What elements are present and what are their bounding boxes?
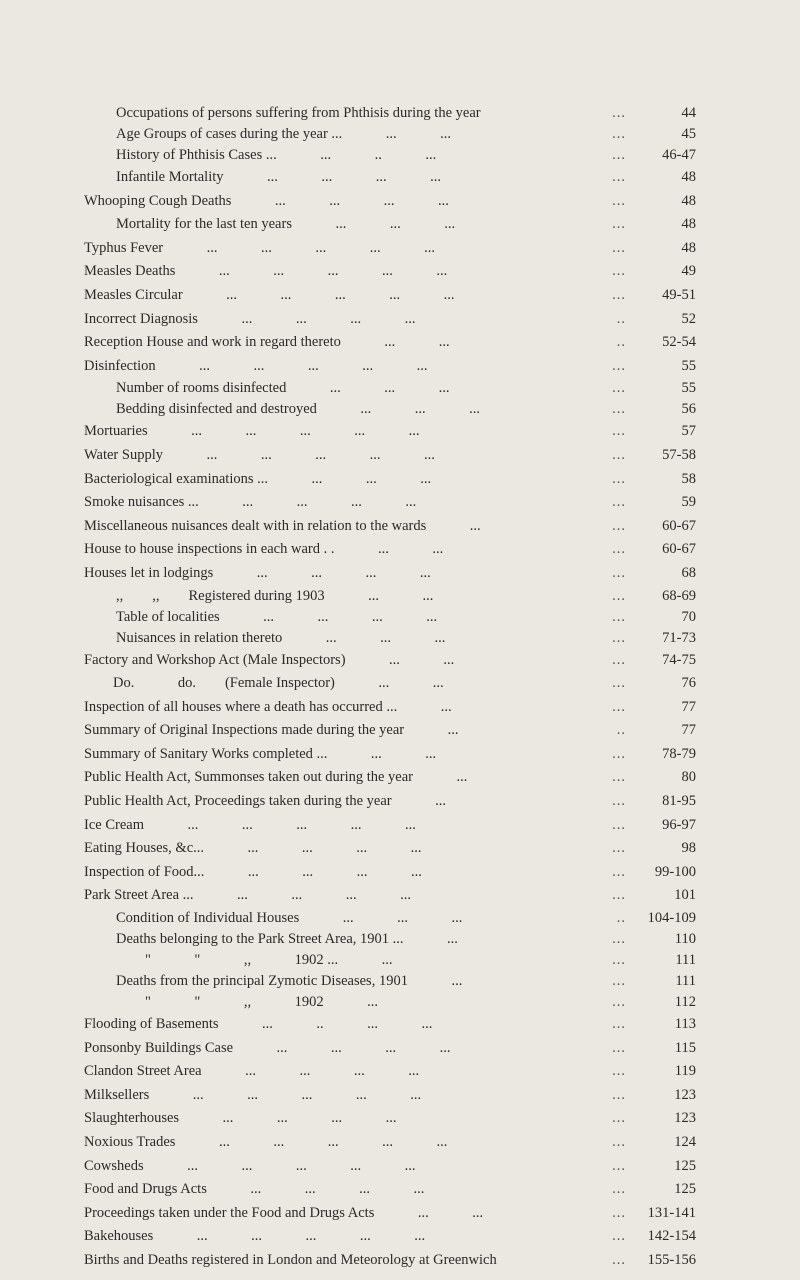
toc-entry-label: Milksellers ... ... ... ... ... [84,1086,422,1103]
toc-entry-page: 76 [681,675,696,692]
toc-entry-label: Proceedings taken under the Food and Drugs Acts ... ... [84,1204,484,1221]
toc-entry-page: 123 [674,1110,696,1127]
toc-entry-leader: ... [612,1110,626,1127]
toc-entry-leader: ... [612,517,626,534]
toc-entry-label: Births and Deaths registered in London and Meteorology at Greenwich [84,1251,497,1268]
toc-entry-leader: .. [616,310,626,327]
table-of-contents [84,103,696,1273]
toc-entry-leader: .. [616,334,626,351]
toc-entry-label: Measles Circular ... ... ... ... ... [84,286,455,303]
toc-entry-leader: ... [612,1181,626,1198]
toc-entry [84,355,696,379]
toc-entry-label: Smoke nuisances ... ... ... ... ... [84,494,417,511]
toc-entry-page: 48 [681,239,696,256]
toc-entry-label: Noxious Trades ... ... ... ... ... [84,1134,448,1150]
toc-entry-page: 58 [681,470,696,487]
toc-entry-leader: ... [612,380,626,397]
toc-entry [84,1060,696,1084]
toc-entry-page: 57-58 [662,446,696,463]
toc-entry-leader: ... [612,494,626,511]
toc-entry-label: Deaths belonging to the Park Street Area, 1901 ... ... [116,931,458,948]
toc-entry-label: Number of rooms disinfected ... ... ... [116,380,450,397]
toc-entry-leader: ... [612,887,626,904]
toc-entry [84,628,696,649]
toc-entry-label: Inspection of all houses where a death has occurred ... ... [84,698,452,715]
toc-entry [84,145,696,166]
toc-entry-page: 48 [681,192,696,209]
toc-entry [84,586,696,607]
toc-entry [84,399,696,420]
toc-entry-leader: ... [612,192,626,209]
toc-entry-page: 77 [681,722,696,739]
toc-entry [84,378,696,399]
toc-entry [84,649,696,673]
toc-entry-label: Cowsheds ... ... ... ... ... [84,1157,416,1174]
toc-entry-page: 44 [681,105,696,121]
toc-entry-leader: ... [612,105,626,121]
toc-entry [84,213,696,237]
toc-entry-label: Ponsonby Buildings Case ... ... ... ... [84,1039,451,1056]
toc-entry [84,790,696,814]
toc-entry-label: Factory and Workshop Act (Male Inspectors) ... ... [84,651,455,668]
toc-entry-leader: ... [612,147,626,163]
toc-entry-page: 74-75 [662,651,696,668]
toc-entry [84,766,696,790]
toc-entry-page: 52-54 [662,334,696,351]
toc-entry [84,992,696,1013]
toc-entry-page: 55 [681,357,696,374]
toc-entry [84,814,696,838]
toc-entry-leader: ... [612,401,626,418]
toc-entry-label: Deaths from the principal Zymotic Diseases, 1901 ... [116,973,463,990]
toc-entry-label: Miscellaneous nuisances dealt with in relation to the wards ... [84,517,481,534]
toc-entry-page: 96-97 [662,816,696,833]
toc-entry-label: House to house inspections in each ward . . ... ... [84,541,444,558]
toc-entry [84,1131,696,1155]
toc-entry-page: 112 [674,994,696,1011]
toc-entry-leader: ... [612,357,626,374]
toc-entry-leader: ... [612,816,626,833]
toc-entry-leader: ... [612,1016,626,1033]
toc-entry-page: 111 [675,973,696,990]
toc-entry-leader: ... [612,651,626,668]
toc-entry-page: 113 [674,1016,696,1033]
toc-entry-label: Mortality for the last ten years ... ... ... [116,216,456,233]
toc-entry-label: Disinfection ... ... ... ... ... [84,357,428,374]
toc-entry-leader: ... [612,793,626,810]
toc-entry [84,884,696,908]
toc-entry-label: " " ,, 1902 ... ... [116,952,393,969]
toc-entry-label: Nuisances in relation thereto ... ... ... [116,629,446,646]
toc-entry-label: Summary of Sanitary Works completed ... ... ... [84,745,437,762]
toc-entry-label: Table of localities ... ... ... ... [116,608,438,625]
toc-entry-leader: ... [612,263,626,280]
toc-entry [84,562,696,586]
toc-entry [84,696,696,720]
toc-entry-label: Ice Cream ... ... ... ... ... [84,816,416,833]
toc-entry-leader: ... [612,541,626,558]
toc-entry-leader: ... [612,286,626,303]
toc-entry-page: 45 [681,126,696,142]
toc-entry [84,491,696,515]
toc-entry-label: Do. do. (Female Inspector) ... ... [84,675,444,692]
toc-entry-leader: .. [616,910,626,927]
toc-entry [84,743,696,767]
toc-entry [84,861,696,885]
toc-entry-label: Eating Houses, &c... ... ... ... ... [84,840,422,857]
toc-entry-leader: ... [612,239,626,256]
toc-entry-leader: ... [612,863,626,880]
toc-entry-leader: ... [612,1086,626,1103]
toc-entry-page: 60-67 [662,517,696,534]
toc-entry-page: 49-51 [662,286,696,303]
toc-entry-label: Park Street Area ... ... ... ... ... [84,887,412,904]
toc-entry [84,124,696,145]
toc-entry [84,929,696,950]
toc-entry [84,1107,696,1131]
toc-entry-page: 115 [674,1039,696,1056]
toc-entry [84,719,696,743]
toc-entry-page: 60-67 [662,541,696,558]
toc-entry [84,908,696,929]
toc-entry-leader: ... [612,1228,626,1245]
toc-entry-page: 119 [674,1063,696,1080]
toc-entry-page: 111 [675,952,696,969]
toc-entry [84,103,696,124]
toc-entry-page: 52 [681,310,696,327]
toc-entry-label: Age Groups of cases during the year ... ... ... [116,126,452,142]
toc-entry-label: Infantile Mortality ... ... ... ... [116,169,442,185]
toc-entry-leader: ... [612,446,626,463]
toc-entry-label: Whooping Cough Deaths ... ... ... ... [84,192,449,209]
toc-entry-label: Clandon Street Area ... ... ... ... [84,1063,420,1080]
toc-entry-leader: ... [612,1157,626,1174]
toc-entry-leader: ... [612,126,626,142]
toc-entry-leader: ... [612,675,626,692]
toc-entry-leader: ... [612,973,626,990]
toc-entry-page: 101 [674,887,696,904]
toc-entry-label: Condition of Individual Houses ... ... ... [116,910,463,927]
toc-entry-label: Incorrect Diagnosis ... ... ... ... [84,310,416,327]
toc-entry-label: Mortuaries ... ... ... ... ... [84,423,420,440]
toc-entry-page: 99-100 [654,863,696,880]
toc-entry-page: 104-109 [647,910,696,927]
toc-entry-label: Public Health Act, Proceedings taken during the year ... [84,793,447,810]
toc-entry-leader: ... [612,423,626,440]
toc-entry-label: " " ,, 1902 ... [116,994,378,1011]
toc-entry [84,1013,696,1037]
toc-entry-page: 48 [681,169,696,185]
toc-entry [84,260,696,284]
toc-entry-label: Occupations of persons suffering from Phthisis during the year [116,105,481,121]
toc-entry-leader: ... [612,952,626,969]
toc-entry-page: 46-47 [662,147,696,163]
toc-entry-leader: ... [612,1251,626,1268]
toc-entry-label: History of Phthisis Cases ... ... .. ... [116,147,437,163]
toc-entry-page: 49 [681,263,696,280]
toc-entry-label: Slaughterhouses ... ... ... ... [84,1110,397,1127]
toc-entry-page: 142-154 [647,1228,696,1245]
toc-entry-label: Inspection of Food... ... ... ... ... [84,863,422,880]
toc-entry-label: Food and Drugs Acts ... ... ... ... [84,1181,425,1198]
toc-entry-page: 155-156 [647,1251,696,1268]
toc-entry-label: Bakehouses ... ... ... ... ... [84,1228,426,1245]
toc-entry [84,1178,696,1202]
toc-entry-leader: ... [612,608,626,625]
toc-entry-leader: ... [612,216,626,233]
toc-entry-page: 71-73 [662,629,696,646]
toc-entry-label: Summary of Original Inspections made during the year ... [84,722,459,739]
toc-entry [84,444,696,468]
toc-entry [84,1202,696,1226]
toc-entry [84,1225,696,1249]
toc-entry-leader: ... [612,1134,626,1150]
toc-entry-leader: ... [612,840,626,857]
toc-entry [84,468,696,492]
toc-entry [84,190,696,214]
toc-entry-page: 48 [681,216,696,233]
toc-entry-page: 56 [681,401,696,418]
toc-entry [84,971,696,992]
toc-entry-label: Measles Deaths ... ... ... ... ... [84,263,448,280]
toc-entry-label: Reception House and work in regard thereto ... ... [84,334,450,351]
toc-entry-label: Typhus Fever ... ... ... ... ... [84,239,436,256]
toc-entry-page: 131-141 [647,1204,696,1221]
toc-entry-leader: ... [612,1063,626,1080]
toc-entry [84,538,696,562]
toc-entry [84,166,696,190]
toc-entry-leader: ... [612,769,626,786]
toc-entry-label: Flooding of Basements ... .. ... ... [84,1016,433,1033]
toc-entry [84,420,696,444]
toc-entry [84,837,696,861]
toc-entry-label: Bedding disinfected and destroyed ... ... ... [116,401,481,418]
toc-entry-label: Bacteriological examinations ... ... ... ... [84,470,432,487]
toc-entry-page: 123 [674,1086,696,1103]
toc-entry-leader: ... [612,698,626,715]
toc-entry-page: 70 [681,608,696,625]
toc-entry-page: 68 [681,564,696,581]
toc-entry-leader: ... [612,470,626,487]
toc-entry [84,515,696,539]
toc-entry-leader: .. [616,722,626,739]
toc-entry [84,308,696,332]
toc-entry-label: Water Supply ... ... ... ... ... [84,446,435,463]
toc-entry [84,1249,696,1273]
toc-entry-label: ,, ,, Registered during 1903 ... ... [116,587,434,604]
toc-entry-label: Houses let in lodgings ... ... ... ... [84,564,431,581]
toc-entry [84,331,696,355]
toc-entry [84,284,696,308]
toc-entry-page: 124 [674,1134,696,1150]
toc-entry [84,1155,696,1179]
toc-entry-page: 80 [681,769,696,786]
toc-entry-page: 125 [674,1157,696,1174]
toc-entry-leader: ... [612,629,626,646]
toc-entry [84,1037,696,1061]
toc-entry-leader: ... [612,169,626,185]
toc-entry-leader: ... [612,564,626,581]
toc-entry-leader: ... [612,994,626,1011]
toc-entry-page: 110 [674,931,696,948]
toc-entry-page: 55 [681,380,696,397]
toc-entry-page: 77 [681,698,696,715]
toc-entry-leader: ... [612,931,626,948]
toc-entry [84,950,696,971]
toc-entry [84,1084,696,1108]
toc-entry [84,607,696,628]
toc-entry-page: 57 [681,423,696,440]
toc-entry [84,672,696,696]
toc-entry-label: Public Health Act, Summonses taken out during the year ... [84,769,468,786]
toc-entry-leader: ... [612,587,626,604]
toc-entry-leader: ... [612,1039,626,1056]
toc-entry-page: 68-69 [662,587,696,604]
toc-entry-leader: ... [612,1204,626,1221]
toc-entry-page: 59 [681,494,696,511]
toc-entry-page: 81-95 [662,793,696,810]
toc-entry-page: 125 [674,1181,696,1198]
toc-entry-page: 78-79 [662,745,696,762]
toc-entry [84,237,696,261]
toc-entry-page: 98 [681,840,696,857]
toc-entry-leader: ... [612,745,626,762]
